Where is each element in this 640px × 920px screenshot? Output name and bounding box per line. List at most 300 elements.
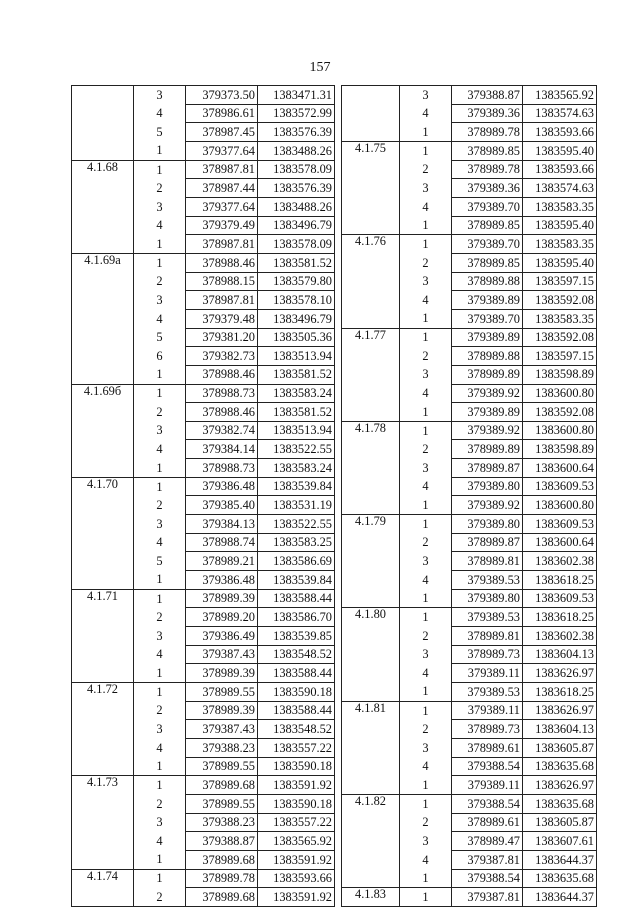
- x-coordinate: 379384.13: [186, 515, 258, 534]
- section-cell: [72, 589, 134, 608]
- table-row: [342, 776, 597, 795]
- x-coordinate: 378987.44: [186, 179, 258, 198]
- section-label: 4.1.74: [87, 869, 118, 883]
- section-cell: [72, 869, 134, 888]
- table-row: [72, 216, 335, 235]
- point-index: 4: [134, 104, 186, 123]
- point-index: 1: [134, 869, 186, 888]
- point-index: 3: [400, 459, 452, 478]
- y-coordinate: 1383588.44: [258, 589, 335, 608]
- point-index: 3: [400, 738, 452, 757]
- x-coordinate: 378988.15: [186, 272, 258, 291]
- x-coordinate: 378989.85: [452, 216, 523, 235]
- section-cell: [72, 216, 134, 235]
- section-cell: [342, 328, 400, 347]
- point-index: 1: [400, 496, 452, 515]
- table-row: [342, 347, 597, 366]
- table-row: [72, 813, 335, 832]
- section-cell: [72, 757, 134, 776]
- point-index: 1: [400, 123, 452, 142]
- section-cell: [342, 571, 400, 590]
- point-index: 3: [134, 720, 186, 739]
- point-index: 1: [400, 888, 452, 907]
- point-index: 4: [134, 533, 186, 552]
- point-index: 4: [400, 664, 452, 683]
- x-coordinate: 379389.70: [452, 309, 523, 328]
- point-index: 1: [134, 384, 186, 403]
- y-coordinate: 1383593.66: [258, 869, 335, 888]
- section-cell: [342, 179, 400, 198]
- section-cell: [342, 720, 400, 739]
- point-index: 3: [134, 627, 186, 646]
- y-coordinate: 1383588.44: [258, 701, 335, 720]
- table-row: [342, 813, 597, 832]
- point-index: 4: [134, 440, 186, 459]
- y-coordinate: 1383565.92: [523, 86, 597, 105]
- y-coordinate: 1383595.40: [523, 253, 597, 272]
- section-cell: [72, 701, 134, 720]
- x-coordinate: 379373.50: [186, 86, 258, 105]
- table-row: [342, 179, 597, 198]
- x-coordinate: 378989.39: [186, 701, 258, 720]
- x-coordinate: 379388.87: [186, 832, 258, 851]
- section-label: 4.1.75: [355, 141, 386, 155]
- x-coordinate: 379387.43: [186, 720, 258, 739]
- x-coordinate: 379389.36: [452, 104, 523, 123]
- y-coordinate: 1383522.55: [258, 515, 335, 534]
- x-coordinate: 379388.54: [452, 757, 523, 776]
- section-label: 4.1.77: [355, 328, 386, 342]
- page-number: 157: [309, 60, 331, 75]
- table-row: [72, 403, 335, 422]
- point-index: 3: [134, 813, 186, 832]
- x-coordinate: 379389.11: [452, 664, 523, 683]
- x-coordinate: 379387.43: [186, 645, 258, 664]
- y-coordinate: 1383531.19: [258, 496, 335, 515]
- x-coordinate: 378989.61: [452, 813, 523, 832]
- section-cell: [342, 272, 400, 291]
- x-coordinate: 378986.61: [186, 104, 258, 123]
- x-coordinate: 379387.81: [452, 850, 523, 869]
- section-cell: [342, 197, 400, 216]
- section-cell: [72, 477, 134, 496]
- point-index: 1: [400, 403, 452, 422]
- table-row: [342, 794, 597, 813]
- y-coordinate: 1383583.35: [523, 235, 597, 254]
- x-coordinate: 378988.46: [186, 253, 258, 272]
- section-cell: [72, 365, 134, 384]
- section-label: 4.1.71: [87, 589, 118, 603]
- x-coordinate: 378989.68: [186, 850, 258, 869]
- table-row: [342, 123, 597, 142]
- section-cell: [342, 421, 400, 440]
- section-cell: [72, 571, 134, 590]
- table-row: [342, 869, 597, 888]
- table-row: [72, 197, 335, 216]
- section-cell: [342, 850, 400, 869]
- section-cell: [72, 664, 134, 683]
- point-index: 3: [400, 272, 452, 291]
- x-coordinate: 379377.64: [186, 197, 258, 216]
- section-cell: [72, 496, 134, 515]
- y-coordinate: 1383644.37: [523, 888, 597, 907]
- point-index: 4: [400, 850, 452, 869]
- section-label: 4.1.76: [355, 234, 386, 249]
- y-coordinate: 1383626.97: [523, 701, 597, 720]
- y-coordinate: 1383595.40: [523, 216, 597, 235]
- point-index: 1: [134, 459, 186, 478]
- y-coordinate: 1383591.92: [258, 888, 335, 907]
- x-coordinate: 379389.89: [452, 328, 523, 347]
- table-row: [342, 832, 597, 851]
- x-coordinate: 378989.78: [452, 123, 523, 142]
- x-coordinate: 379386.48: [186, 571, 258, 590]
- section-label: 4.1.80: [355, 607, 386, 622]
- y-coordinate: 1383578.10: [258, 291, 335, 310]
- table-row: [72, 86, 335, 105]
- section-cell: [342, 403, 400, 422]
- table-row: [72, 272, 335, 291]
- y-coordinate: 1383488.26: [258, 197, 335, 216]
- table-row: [72, 608, 335, 627]
- section-cell: [72, 253, 134, 272]
- y-coordinate: 1383604.13: [523, 720, 597, 739]
- table-row: [342, 496, 597, 515]
- table-row: [342, 384, 597, 403]
- x-coordinate: 379389.80: [452, 589, 523, 608]
- point-index: 1: [134, 141, 186, 160]
- x-coordinate: 379384.14: [186, 440, 258, 459]
- table-row: [72, 571, 335, 590]
- point-index: 1: [400, 141, 452, 160]
- point-index: 1: [134, 850, 186, 869]
- table-row: [72, 850, 335, 869]
- y-coordinate: 1383557.22: [258, 813, 335, 832]
- y-coordinate: 1383591.92: [258, 850, 335, 869]
- x-coordinate: 379389.80: [452, 477, 523, 496]
- table-row: [72, 104, 335, 123]
- point-index: 6: [134, 347, 186, 366]
- x-coordinate: 378989.78: [186, 869, 258, 888]
- y-coordinate: 1383607.61: [523, 832, 597, 851]
- table-row: [342, 850, 597, 869]
- x-coordinate: 378989.20: [186, 608, 258, 627]
- y-coordinate: 1383583.25: [258, 533, 335, 552]
- x-coordinate: 379388.23: [186, 813, 258, 832]
- point-index: 2: [134, 794, 186, 813]
- point-index: 1: [134, 664, 186, 683]
- x-coordinate: 378989.89: [452, 365, 523, 384]
- section-cell: [342, 776, 400, 795]
- table-row: [342, 477, 597, 496]
- y-coordinate: 1383593.66: [523, 160, 597, 179]
- table-row: [72, 701, 335, 720]
- table-row: [342, 757, 597, 776]
- table-row: [72, 459, 335, 478]
- table-row: [342, 888, 597, 907]
- x-coordinate: 378987.81: [186, 160, 258, 179]
- x-coordinate: 379382.74: [186, 421, 258, 440]
- table-row: [72, 533, 335, 552]
- point-index: 3: [134, 421, 186, 440]
- section-cell: [72, 141, 134, 160]
- x-coordinate: 379382.73: [186, 347, 258, 366]
- point-index: 3: [134, 86, 186, 105]
- y-coordinate: 1383574.63: [523, 179, 597, 198]
- point-index: 1: [134, 776, 186, 795]
- table-row: [72, 794, 335, 813]
- x-coordinate: 379389.53: [452, 608, 523, 627]
- x-coordinate: 379381.20: [186, 328, 258, 347]
- table-row: [342, 533, 597, 552]
- x-coordinate: 378989.85: [452, 253, 523, 272]
- y-coordinate: 1383591.92: [258, 776, 335, 795]
- y-coordinate: 1383513.94: [258, 421, 335, 440]
- x-coordinate: 378989.73: [452, 720, 523, 739]
- x-coordinate: 379389.11: [452, 776, 523, 795]
- section-cell: [342, 589, 400, 608]
- section-cell: [342, 888, 400, 907]
- table-row: [342, 141, 597, 160]
- table-row: [342, 571, 597, 590]
- section-cell: [72, 347, 134, 366]
- coordinates-table-right: [341, 85, 597, 907]
- section-cell: [342, 235, 400, 254]
- point-index: 2: [134, 701, 186, 720]
- table-row: [72, 141, 335, 160]
- point-index: 4: [400, 384, 452, 403]
- section-label: 4.1.78: [355, 421, 386, 435]
- point-index: 2: [400, 533, 452, 552]
- table-row: [72, 253, 335, 272]
- section-cell: [342, 216, 400, 235]
- y-coordinate: 1383626.97: [523, 776, 597, 795]
- table-row: [342, 216, 597, 235]
- point-index: 1: [400, 701, 452, 720]
- y-coordinate: 1383581.52: [258, 403, 335, 422]
- y-coordinate: 1383600.80: [523, 384, 597, 403]
- section-label: 4.1.70: [87, 477, 118, 491]
- point-index: 1: [134, 571, 186, 590]
- y-coordinate: 1383600.64: [523, 533, 597, 552]
- x-coordinate: 379389.70: [452, 197, 523, 216]
- y-coordinate: 1383618.25: [523, 608, 597, 627]
- table-row: [72, 477, 335, 496]
- point-index: 2: [134, 179, 186, 198]
- table-row: [72, 384, 335, 403]
- section-cell: [342, 309, 400, 328]
- x-coordinate: 379389.92: [452, 496, 523, 515]
- point-index: 1: [134, 589, 186, 608]
- point-index: 4: [400, 571, 452, 590]
- y-coordinate: 1383590.18: [258, 683, 335, 702]
- section-cell: [72, 328, 134, 347]
- section-cell: [72, 720, 134, 739]
- x-coordinate: 378989.39: [186, 589, 258, 608]
- section-cell: [342, 832, 400, 851]
- y-coordinate: 1383600.64: [523, 459, 597, 478]
- section-cell: [342, 738, 400, 757]
- table-row: [342, 86, 597, 105]
- section-cell: [342, 664, 400, 683]
- point-index: 3: [134, 197, 186, 216]
- section-cell: [72, 384, 134, 403]
- section-cell: [72, 627, 134, 646]
- point-index: 4: [134, 645, 186, 664]
- section-cell: [342, 253, 400, 272]
- table-row: [72, 738, 335, 757]
- section-cell: [342, 645, 400, 664]
- table-row: [72, 328, 335, 347]
- table-row: [72, 832, 335, 851]
- x-coordinate: 378989.88: [452, 347, 523, 366]
- x-coordinate: 378989.73: [452, 645, 523, 664]
- point-index: 1: [134, 365, 186, 384]
- table-row: [342, 645, 597, 664]
- point-index: 1: [134, 477, 186, 496]
- y-coordinate: 1383605.87: [523, 738, 597, 757]
- section-cell: [342, 365, 400, 384]
- table-row: [72, 664, 335, 683]
- table-row: [342, 197, 597, 216]
- section-cell: [72, 272, 134, 291]
- x-coordinate: 379386.49: [186, 627, 258, 646]
- point-index: 4: [400, 104, 452, 123]
- table-row: [342, 608, 597, 627]
- section-cell: [72, 160, 134, 179]
- point-index: 1: [134, 160, 186, 179]
- point-index: 5: [134, 123, 186, 142]
- section-cell: [72, 123, 134, 142]
- x-coordinate: 378989.47: [452, 832, 523, 851]
- x-coordinate: 378988.46: [186, 365, 258, 384]
- section-cell: [72, 533, 134, 552]
- section-cell: [342, 347, 400, 366]
- section-cell: [72, 459, 134, 478]
- table-row: [72, 645, 335, 664]
- y-coordinate: 1383496.79: [258, 216, 335, 235]
- x-coordinate: 378989.68: [186, 888, 258, 907]
- x-coordinate: 378989.88: [452, 272, 523, 291]
- section-cell: [342, 683, 400, 702]
- y-coordinate: 1383604.13: [523, 645, 597, 664]
- table-row: [72, 496, 335, 515]
- table-row: [342, 738, 597, 757]
- point-index: 5: [134, 552, 186, 571]
- table-row: [72, 683, 335, 702]
- y-coordinate: 1383581.52: [258, 365, 335, 384]
- point-index: 3: [134, 515, 186, 534]
- section-cell: [342, 627, 400, 646]
- x-coordinate: 379389.92: [452, 384, 523, 403]
- y-coordinate: 1383595.40: [523, 141, 597, 160]
- y-coordinate: 1383592.08: [523, 291, 597, 310]
- y-coordinate: 1383598.89: [523, 440, 597, 459]
- x-coordinate: 379385.40: [186, 496, 258, 515]
- section-cell: [342, 757, 400, 776]
- table-row: [72, 589, 335, 608]
- section-cell: [342, 552, 400, 571]
- table-row: [72, 123, 335, 142]
- x-coordinate: 379388.23: [186, 738, 258, 757]
- point-index: 4: [400, 757, 452, 776]
- section-label: 4.1.68: [87, 160, 118, 174]
- x-coordinate: 378988.73: [186, 459, 258, 478]
- section-cell: [342, 496, 400, 515]
- x-coordinate: 379377.64: [186, 141, 258, 160]
- section-cell: [72, 794, 134, 813]
- x-coordinate: 378987.81: [186, 291, 258, 310]
- section-cell: [342, 440, 400, 459]
- table-row: [72, 291, 335, 310]
- point-index: 4: [134, 738, 186, 757]
- y-coordinate: 1383605.87: [523, 813, 597, 832]
- point-index: 1: [400, 515, 452, 534]
- section-cell: [342, 459, 400, 478]
- x-coordinate: 378987.45: [186, 123, 258, 142]
- table-row: [72, 552, 335, 571]
- coordinates-table-left: [71, 85, 335, 907]
- y-coordinate: 1383592.08: [523, 328, 597, 347]
- point-index: 5: [134, 328, 186, 347]
- point-index: 1: [134, 235, 186, 254]
- x-coordinate: 378989.39: [186, 664, 258, 683]
- section-cell: [342, 701, 400, 720]
- point-index: 1: [400, 683, 452, 702]
- x-coordinate: 378989.55: [186, 757, 258, 776]
- table-row: [342, 515, 597, 534]
- point-index: 3: [400, 645, 452, 664]
- x-coordinate: 379388.54: [452, 869, 523, 888]
- y-coordinate: 1383598.89: [523, 365, 597, 384]
- point-index: 1: [134, 683, 186, 702]
- x-coordinate: 379379.48: [186, 309, 258, 328]
- table-row: [72, 160, 335, 179]
- x-coordinate: 378989.81: [452, 627, 523, 646]
- section-cell: [342, 86, 400, 105]
- point-index: 3: [400, 832, 452, 851]
- point-index: 4: [134, 216, 186, 235]
- section-label: 4.1.69а: [84, 253, 121, 267]
- section-cell: [72, 776, 134, 795]
- y-coordinate: 1383609.53: [523, 589, 597, 608]
- section-cell: [342, 160, 400, 179]
- y-coordinate: 1383597.15: [523, 347, 597, 366]
- table-row: [342, 235, 597, 254]
- y-coordinate: 1383590.18: [258, 794, 335, 813]
- section-label: 4.1.73: [87, 775, 118, 790]
- x-coordinate: 379389.92: [452, 421, 523, 440]
- point-index: 2: [134, 272, 186, 291]
- section-cell: [72, 813, 134, 832]
- section-cell: [342, 384, 400, 403]
- point-index: 2: [400, 347, 452, 366]
- y-coordinate: 1383548.52: [258, 645, 335, 664]
- table-row: [342, 309, 597, 328]
- section-label: 4.1.82: [355, 794, 386, 808]
- point-index: 2: [400, 813, 452, 832]
- x-coordinate: 379389.70: [452, 235, 523, 254]
- x-coordinate: 379389.36: [452, 179, 523, 198]
- table-row: [72, 869, 335, 888]
- y-coordinate: 1383602.38: [523, 627, 597, 646]
- y-coordinate: 1383618.25: [523, 683, 597, 702]
- section-cell: [342, 291, 400, 310]
- section-cell: [72, 291, 134, 310]
- y-coordinate: 1383592.08: [523, 403, 597, 422]
- y-coordinate: 1383600.80: [523, 421, 597, 440]
- y-coordinate: 1383581.52: [258, 253, 335, 272]
